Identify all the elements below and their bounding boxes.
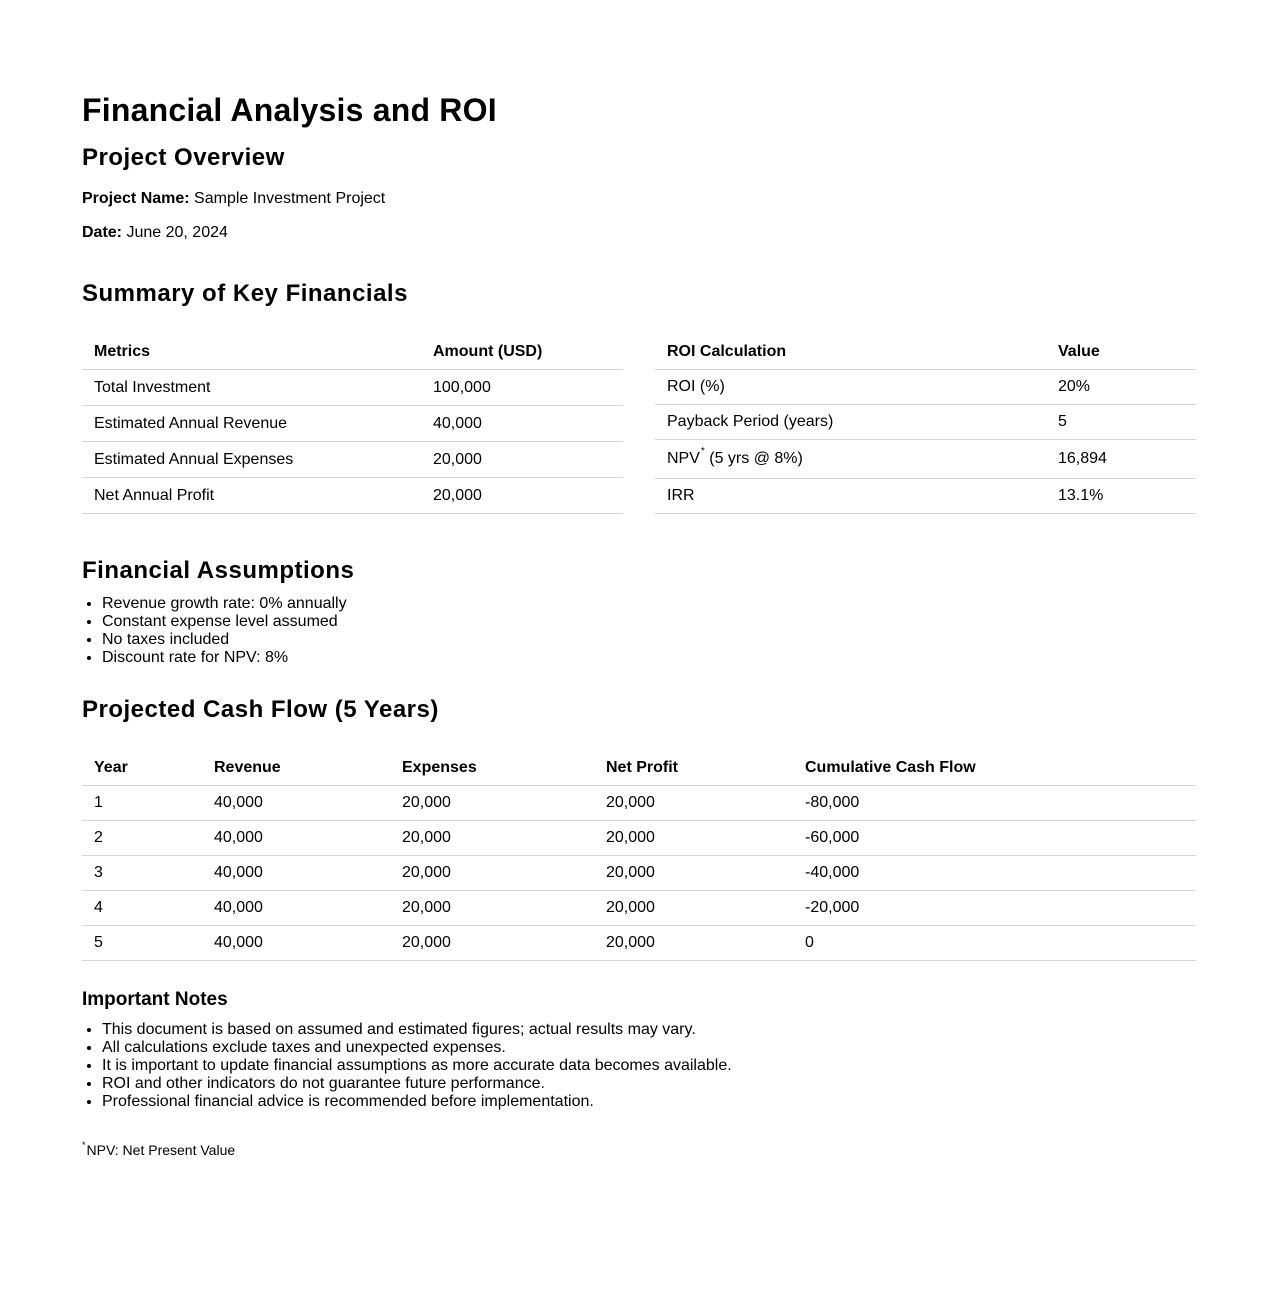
metrics-header-amount: Amount (USD) (421, 334, 623, 370)
cell-cumulative: -60,000 (793, 821, 1196, 856)
cell-expenses: 20,000 (390, 856, 594, 891)
npv-label-suffix: (5 yrs @ 8%) (704, 450, 803, 467)
metric-amount: 100,000 (421, 370, 623, 406)
cell-year: 5 (82, 926, 202, 961)
metric-amount: 20,000 (421, 442, 623, 478)
cell-revenue: 40,000 (202, 891, 390, 926)
npv-footnote-marker: * (700, 446, 705, 457)
cell-expenses: 20,000 (390, 786, 594, 821)
roi-header-calculation: ROI Calculation (655, 334, 1046, 370)
cell-year: 2 (82, 821, 202, 856)
table-row (655, 440, 1196, 479)
cash-flow-heading: Projected Cash Flow (5 Years) (82, 696, 439, 723)
roi-value: 5 (1046, 405, 1196, 440)
metric-amount: 40,000 (421, 406, 623, 442)
list-item: • No taxes included (102, 631, 1196, 649)
roi-header-value: Value (1046, 334, 1196, 370)
table-row (82, 370, 623, 406)
roi-metric: Payback Period (years) (655, 405, 1046, 440)
table-row (82, 856, 1196, 891)
footnote-marker: * (82, 1140, 86, 1150)
cell-revenue: 40,000 (202, 821, 390, 856)
roi-value: 13.1% (1046, 479, 1196, 514)
header-expenses: Expenses (390, 750, 594, 786)
page-title: Financial Analysis and ROI (82, 92, 497, 128)
cell-expenses: 20,000 (390, 891, 594, 926)
roi-value: 20% (1046, 370, 1196, 405)
list-item: • ROI and other indicators do not guarantee future performance. (102, 1075, 1196, 1093)
metrics-header-row (82, 334, 623, 370)
metrics-table (82, 334, 623, 514)
metric-amount: 20,000 (421, 478, 623, 514)
table-row (82, 786, 1196, 821)
cash-flow-header-row (82, 750, 1196, 786)
footnote-text: NPV: Net Present Value (86, 1142, 236, 1158)
cell-expenses: 20,000 (390, 821, 594, 856)
list-item: • This document is based on assumed and estimated figures; actual results may vary. (102, 1021, 1196, 1039)
footnote (82, 1141, 1196, 1159)
cell-net-profit: 20,000 (594, 891, 793, 926)
notes-heading: Important Notes (82, 989, 228, 1010)
npv-label: NPV (667, 450, 700, 467)
cell-year: 4 (82, 891, 202, 926)
roi-metric: IRR (655, 479, 1046, 514)
table-row (82, 926, 1196, 961)
cell-revenue: 40,000 (202, 856, 390, 891)
table-row (655, 405, 1196, 440)
table-row (655, 479, 1196, 514)
project-date-line (82, 223, 1196, 243)
header-cumulative: Cumulative Cash Flow (793, 750, 1196, 786)
cell-expenses: 20,000 (390, 926, 594, 961)
cell-net-profit: 20,000 (594, 856, 793, 891)
cell-cumulative: 0 (793, 926, 1196, 961)
project-date-value: June 20, 2024 (126, 224, 228, 241)
table-row (82, 891, 1196, 926)
roi-table (655, 334, 1196, 514)
header-year: Year (82, 750, 202, 786)
table-row (82, 478, 623, 514)
project-date-label: Date: (82, 224, 123, 241)
cell-net-profit: 20,000 (594, 821, 793, 856)
metrics-header-metric: Metrics (82, 334, 421, 370)
table-row (82, 821, 1196, 856)
metric-name: Estimated Annual Expenses (82, 442, 421, 478)
cell-net-profit: 20,000 (594, 926, 793, 961)
roi-value: 16,894 (1046, 440, 1196, 479)
list-item: • Professional financial advice is recommended before implementation. (102, 1093, 1196, 1111)
list-item: • All calculations exclude taxes and unexpected expenses. (102, 1039, 1196, 1057)
summary-tables (82, 334, 1196, 514)
header-revenue: Revenue (202, 750, 390, 786)
project-name-label: Project Name: (82, 190, 190, 207)
cell-cumulative: -40,000 (793, 856, 1196, 891)
list-item: • Discount rate for NPV: 8% (102, 649, 1196, 667)
cell-year: 3 (82, 856, 202, 891)
assumptions-list (82, 595, 1196, 667)
table-row (82, 442, 623, 478)
cell-cumulative: -80,000 (793, 786, 1196, 821)
cell-revenue: 40,000 (202, 786, 390, 821)
metric-name: Net Annual Profit (82, 478, 421, 514)
cell-year: 1 (82, 786, 202, 821)
roi-metric: ROI (%) (655, 370, 1046, 405)
notes-list (82, 1021, 1196, 1111)
roi-metric-npv (655, 440, 1046, 479)
metric-name: Total Investment (82, 370, 421, 406)
metric-name: Estimated Annual Revenue (82, 406, 421, 442)
summary-heading: Summary of Key Financials (82, 280, 408, 307)
list-item: • Constant expense level assumed (102, 613, 1196, 631)
cell-cumulative: -20,000 (793, 891, 1196, 926)
list-item: • Revenue growth rate: 0% annually (102, 595, 1196, 613)
table-row (655, 370, 1196, 405)
header-net-profit: Net Profit (594, 750, 793, 786)
cell-net-profit: 20,000 (594, 786, 793, 821)
project-name-value: Sample Investment Project (194, 190, 386, 207)
project-overview-heading: Project Overview (82, 144, 285, 171)
list-item: • It is important to update financial assumptions as more accurate data becomes available. (102, 1057, 1196, 1075)
roi-header-row (655, 334, 1196, 370)
table-row (82, 406, 623, 442)
assumptions-heading: Financial Assumptions (82, 557, 355, 584)
project-name-line (82, 189, 1196, 209)
cash-flow-table (82, 750, 1196, 961)
cell-revenue: 40,000 (202, 926, 390, 961)
